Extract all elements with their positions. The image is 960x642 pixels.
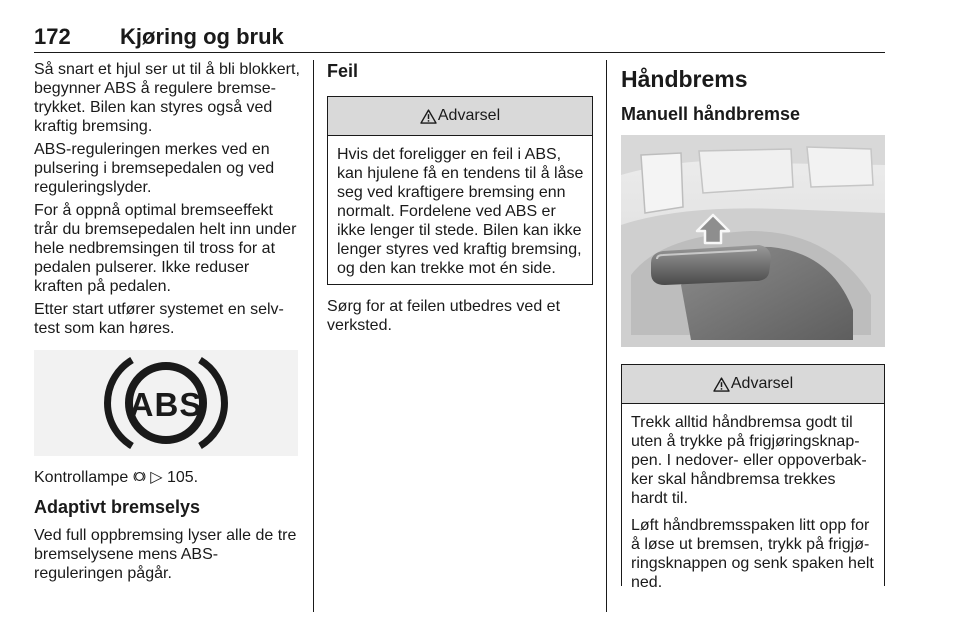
page-number: 172 bbox=[34, 24, 71, 49]
warning-body bbox=[328, 136, 592, 284]
paragraph: Så snart et hjul ser ut til å bli blokkert, begynner ABS å regulere bremsetrykket. Bilen kan styres også ved kraftig bremsing. bbox=[34, 61, 300, 135]
abs-lamp-icon bbox=[34, 350, 298, 456]
chapter-title: Kjøring og bruk bbox=[120, 24, 284, 49]
handbrake-photo bbox=[621, 135, 885, 347]
section-heading: Feil bbox=[327, 61, 359, 81]
column-divider bbox=[313, 60, 314, 612]
figure-caption bbox=[34, 468, 300, 487]
warning-text: Løft håndbremsspaken litt opp for å løse ut bremsen, trykk på frigjøringsknappen og senk spaken helt ned. bbox=[631, 517, 874, 591]
page-header bbox=[34, 22, 885, 53]
abs-warning-lamp-figure bbox=[34, 350, 298, 456]
warning-title: Advarsel bbox=[730, 375, 794, 392]
section-heading: Adaptivt bremselys bbox=[34, 497, 201, 517]
page-reference[interactable]: 105. bbox=[166, 469, 199, 486]
caption-prefix: Kontrollampe bbox=[34, 469, 129, 486]
paragraph: Etter start utfører systemet en selvtest som kan høres. bbox=[34, 301, 284, 337]
warning-body bbox=[622, 404, 884, 602]
warning-title: Advarsel bbox=[437, 107, 501, 124]
warning-text: Trekk alltid håndbremsa godt til uten å trykke på frigjøringsknappen. I nedover- eller oppoverbakker skal håndbremsa trekkes hardt til. bbox=[631, 414, 867, 507]
warning-triangle-icon bbox=[713, 377, 730, 392]
section-title: Håndbrems bbox=[621, 66, 748, 92]
paragraph: Sørg for at feilen utbedres ved et verksted. bbox=[327, 298, 561, 334]
warning-header bbox=[622, 365, 884, 404]
subsection-heading: Manuell håndbremse bbox=[621, 104, 801, 124]
warning-box bbox=[327, 96, 593, 285]
warning-header bbox=[328, 97, 592, 136]
handbrake-illustration bbox=[621, 135, 885, 347]
column-left bbox=[34, 60, 300, 587]
page-ref-arrow-icon: ▷ bbox=[150, 469, 163, 486]
paragraph: Ved full oppbremsing lyser alle de tre bremselysene mens ABS-reguleringen pågår. bbox=[34, 527, 297, 582]
column-divider bbox=[606, 60, 607, 612]
warning-text: Hvis det foreligger en feil i ABS, kan hjulene få en tendens til å låse seg ved kraftigere bremsing enn normalt. Fordelene ved ABS er ikke lenger til stede. Bilen kan ikke lenger styres ved kraftig bremsing, og den kan trekke mot én side. bbox=[337, 146, 584, 277]
warning-box bbox=[621, 364, 885, 591]
column-middle bbox=[327, 60, 593, 339]
paragraph: For å oppnå optimal bremseeffekt trår du bremsepedalen helt inn under hele nedbremsingen til tross for at pedalen pulserer. Ikke reduser kraften på pedalen. bbox=[34, 202, 297, 295]
column-right bbox=[621, 60, 885, 591]
paragraph: ABS-reguleringen merkes ved en pulsering i bremsepedalen og ved reguleringslyder. bbox=[34, 141, 275, 196]
abs-mini-icon bbox=[133, 470, 146, 483]
abs-lamp-label: ABS bbox=[129, 386, 203, 423]
warning-triangle-icon bbox=[420, 109, 437, 124]
